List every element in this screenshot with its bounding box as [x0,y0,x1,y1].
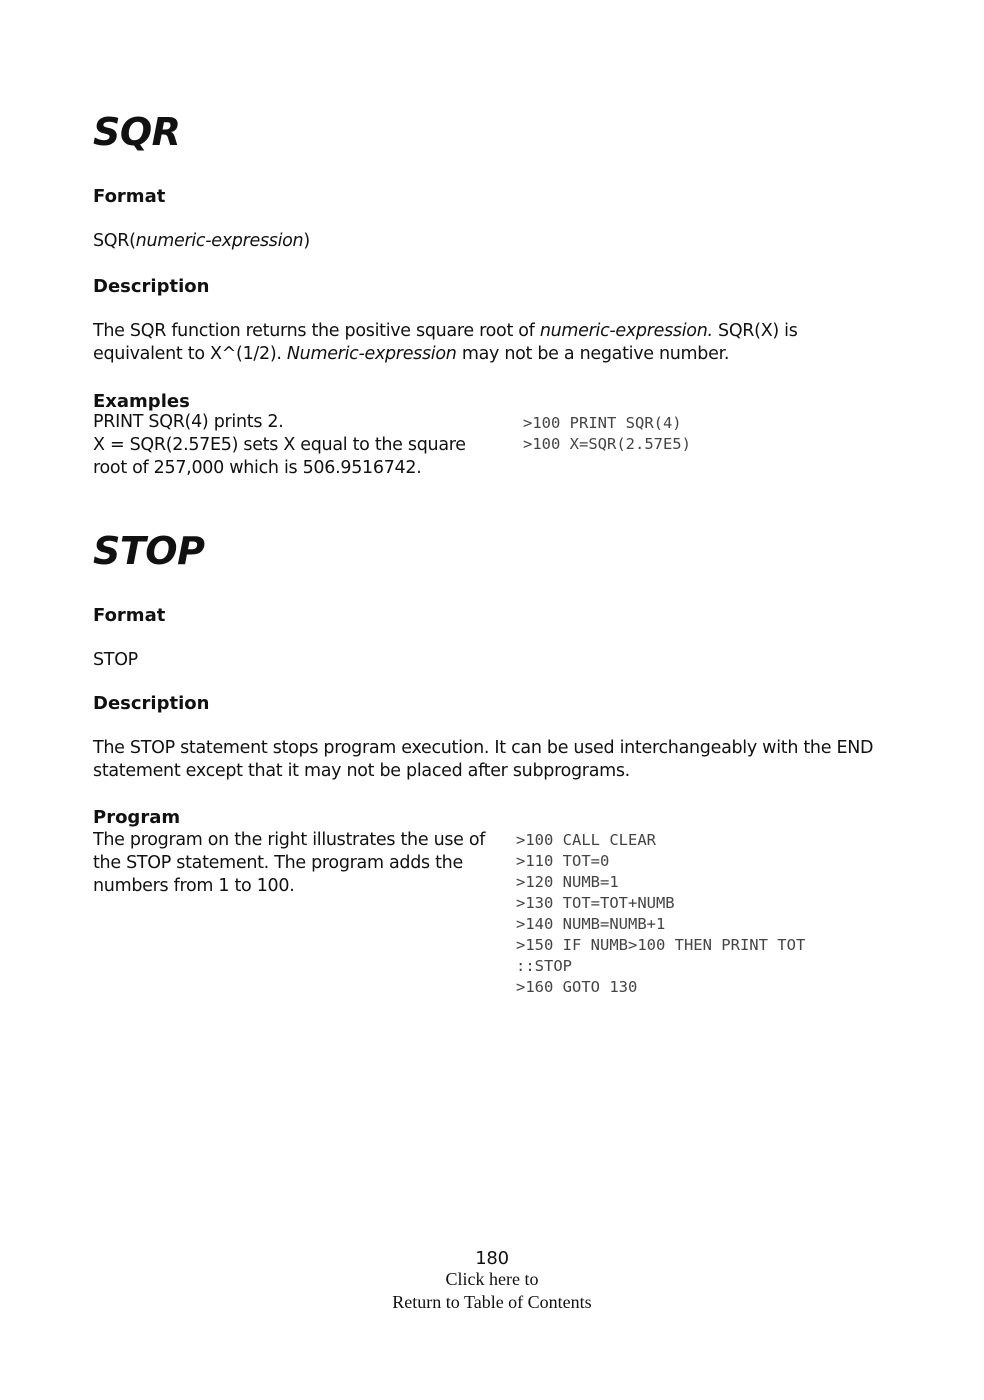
stop-program-code [516,830,805,998]
program-text-line: The program on the right illustrates the use of [93,830,486,850]
code-line: >120 NUMB=1 [516,873,619,891]
code-line: >130 TOT=TOT+NUMB [516,894,675,912]
toc-link[interactable] [0,1269,984,1313]
sqr-description [93,320,798,366]
sqr-description-heading: Description [93,276,210,297]
sqr-title: SQR [93,110,181,154]
stop-description [93,737,873,783]
program-text-line: the STOP statement. The program adds the [93,853,463,873]
code-line: >140 NUMB=NUMB+1 [516,915,666,933]
sqr-desc-line-1: The SQR function returns the positive square root of numeric-expression. SQR(X) is [93,321,798,341]
sqr-format-arg: numeric-expression [135,231,304,251]
code-line: ::STOP [516,957,572,975]
example-text-line: X = SQR(2.57E5) sets X equal to the square [93,435,466,455]
program-text-line: numbers from 1 to 100. [93,876,295,896]
stop-format-heading: Format [93,605,166,626]
sqr-examples-text [93,411,466,480]
code-line: >100 X=SQR(2.57E5) [523,435,691,453]
stop-program-heading: Program [93,807,181,828]
stop-description-heading: Description [93,693,210,714]
sqr-format-heading: Format [93,186,166,207]
stop-desc-line: statement except that it may not be placed after subprograms. [93,761,630,781]
example-text-line: PRINT SQR(4) prints 2. [93,412,284,432]
sqr-desc-line-2: equivalent to X^(1/2). Numeric-expression may not be a negative number. [93,344,730,364]
sqr-examples-code [523,413,691,455]
code-line: >160 GOTO 130 [516,978,638,996]
page-number: 180 [475,1248,509,1269]
sqr-examples-heading: Examples [93,391,190,412]
code-line: >110 TOT=0 [516,852,610,870]
code-line: >100 PRINT SQR(4) [523,414,682,432]
stop-format-syntax: STOP [93,650,138,670]
example-text-line: root of 257,000 which is 506.9516742. [93,458,422,478]
toc-link-line-2[interactable]: Return to Table of Contents [392,1292,592,1312]
stop-desc-line: The STOP statement stops program execution. It can be used interchangeably with the END [93,738,874,758]
code-line: >100 CALL CLEAR [516,831,656,849]
toc-link-line-1[interactable]: Click here to [445,1269,539,1289]
sqr-format-syntax [93,230,310,253]
code-line: >150 IF NUMB>100 THEN PRINT TOT [516,936,806,954]
stop-title: STOP [93,529,205,573]
stop-program-text [93,829,485,898]
sqr-format-suffix: ) [303,231,310,251]
sqr-format-prefix: SQR( [93,231,136,251]
